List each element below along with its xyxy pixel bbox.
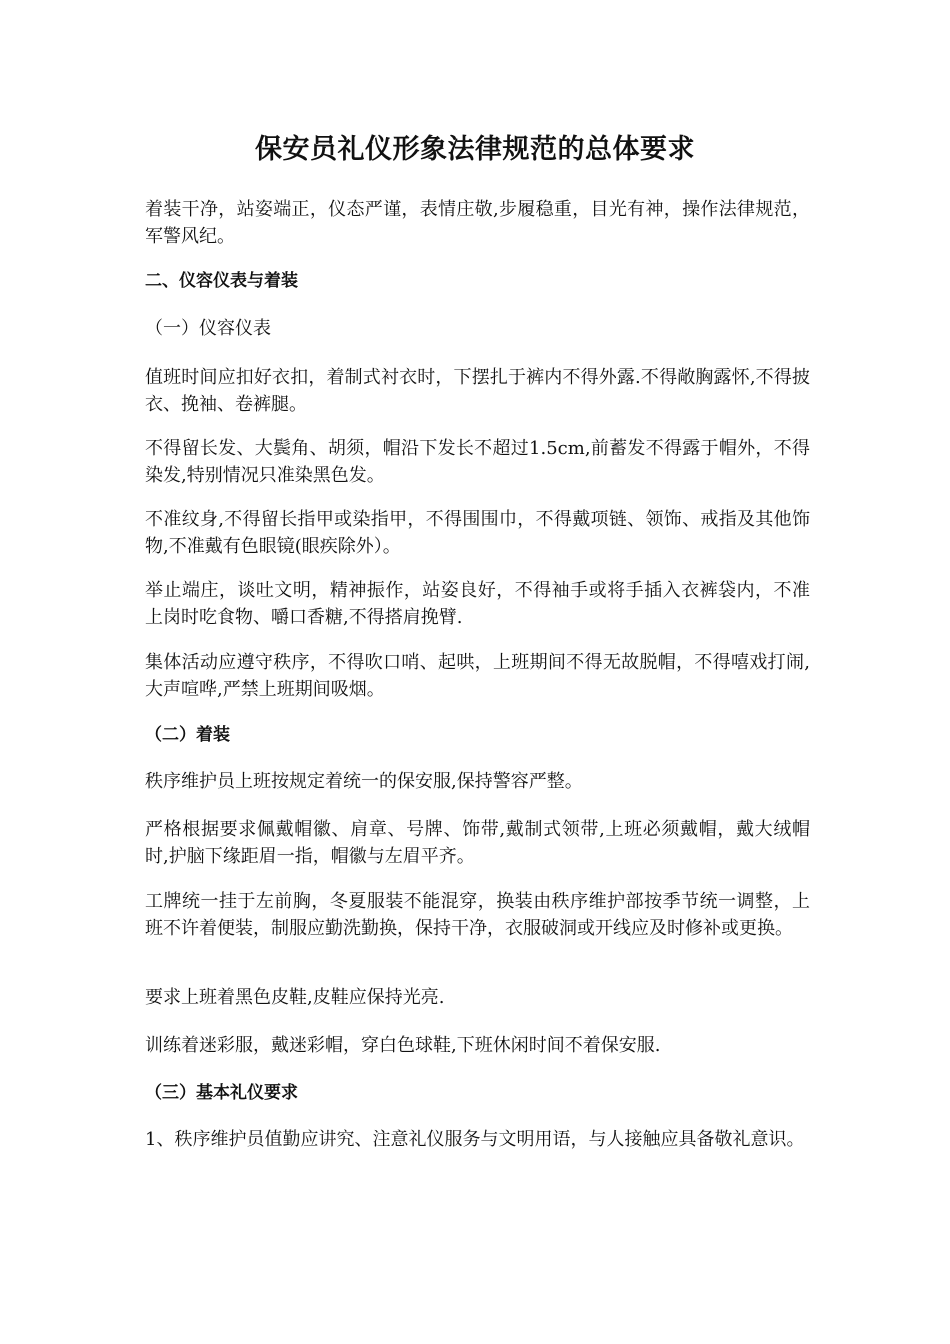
- appearance-item-2: 不得留长发、大鬓角、胡须，帽沿下发长不超过1.5cm,前蓄发不得露于帽外，不得染发,特别情况只准染黑色发。: [145, 438, 810, 486]
- intro-paragraph: 着装干净，站姿端正，仪态严谨，表情庄敬,步履稳重，目光有神，操作法律规范，军警风纪。: [145, 199, 810, 247]
- subsection-heading-basic-etiquette: （三）基本礼仪要求: [145, 1083, 298, 1103]
- subsection-heading-dress: （二）着装: [145, 725, 230, 745]
- dress-item-2: 严格根据要求佩戴帽徽、肩章、号牌、饰带,戴制式领带,上班必须戴帽，戴大绒帽时,护脑下缘距眉一指，帽徽与左眉平齐。: [145, 819, 810, 867]
- dress-item-1: 秩序维护员上班按规定着统一的保安服,保持警容严整。: [145, 771, 583, 792]
- dress-item-4: 要求上班着黑色皮鞋,皮鞋应保持光亮.: [145, 987, 445, 1008]
- appearance-item-4: 举止端庄，谈吐文明，精神振作，站姿良好，不得袖手或将手插入衣裤袋内，不准上岗时吃食物、嚼口香糖,不得搭肩挽臂.: [145, 580, 810, 628]
- subsection-heading-appearance: （一）仪容仪表: [145, 318, 271, 339]
- appearance-item-5: 集体活动应遵守秩序，不得吹口哨、起哄，上班期间不得无故脱帽，不得嘻戏打闹,大声喧哗,严禁上班期间吸烟。: [145, 652, 810, 700]
- appearance-item-3: 不准纹身,不得留长指甲或染指甲，不得围围巾，不得戴项链、领饰、戒指及其他饰物,不准戴有色眼镜(眼疾除外）。: [145, 509, 810, 557]
- appearance-item-1: 值班时间应扣好衣扣，着制式衬衣时，下摆扎于裤内不得外露.不得敞胸露怀,不得披衣、挽袖、卷裤腿。: [145, 367, 810, 415]
- dress-item-3: 工牌统一挂于左前胸，冬夏服装不能混穿，换装由秩序维护部按季节统一调整，上班不许着便装，制服应勤洗勤换，保持干净，衣服破洞或开线应及时修补或更换。: [145, 891, 810, 939]
- document-title: 保安员礼仪形象法律规范的总体要求: [255, 134, 695, 165]
- dress-item-5: 训练着迷彩服，戴迷彩帽，穿白色球鞋,下班休闲时间不着保安服.: [145, 1035, 661, 1056]
- etiquette-item-1: 1、秩序维护员值勤应讲究、注意礼仪服务与文明用语，与人接触应具备敬礼意识。: [145, 1129, 805, 1150]
- section-heading-appearance-dress: 二、仪容仪表与着装: [145, 271, 298, 291]
